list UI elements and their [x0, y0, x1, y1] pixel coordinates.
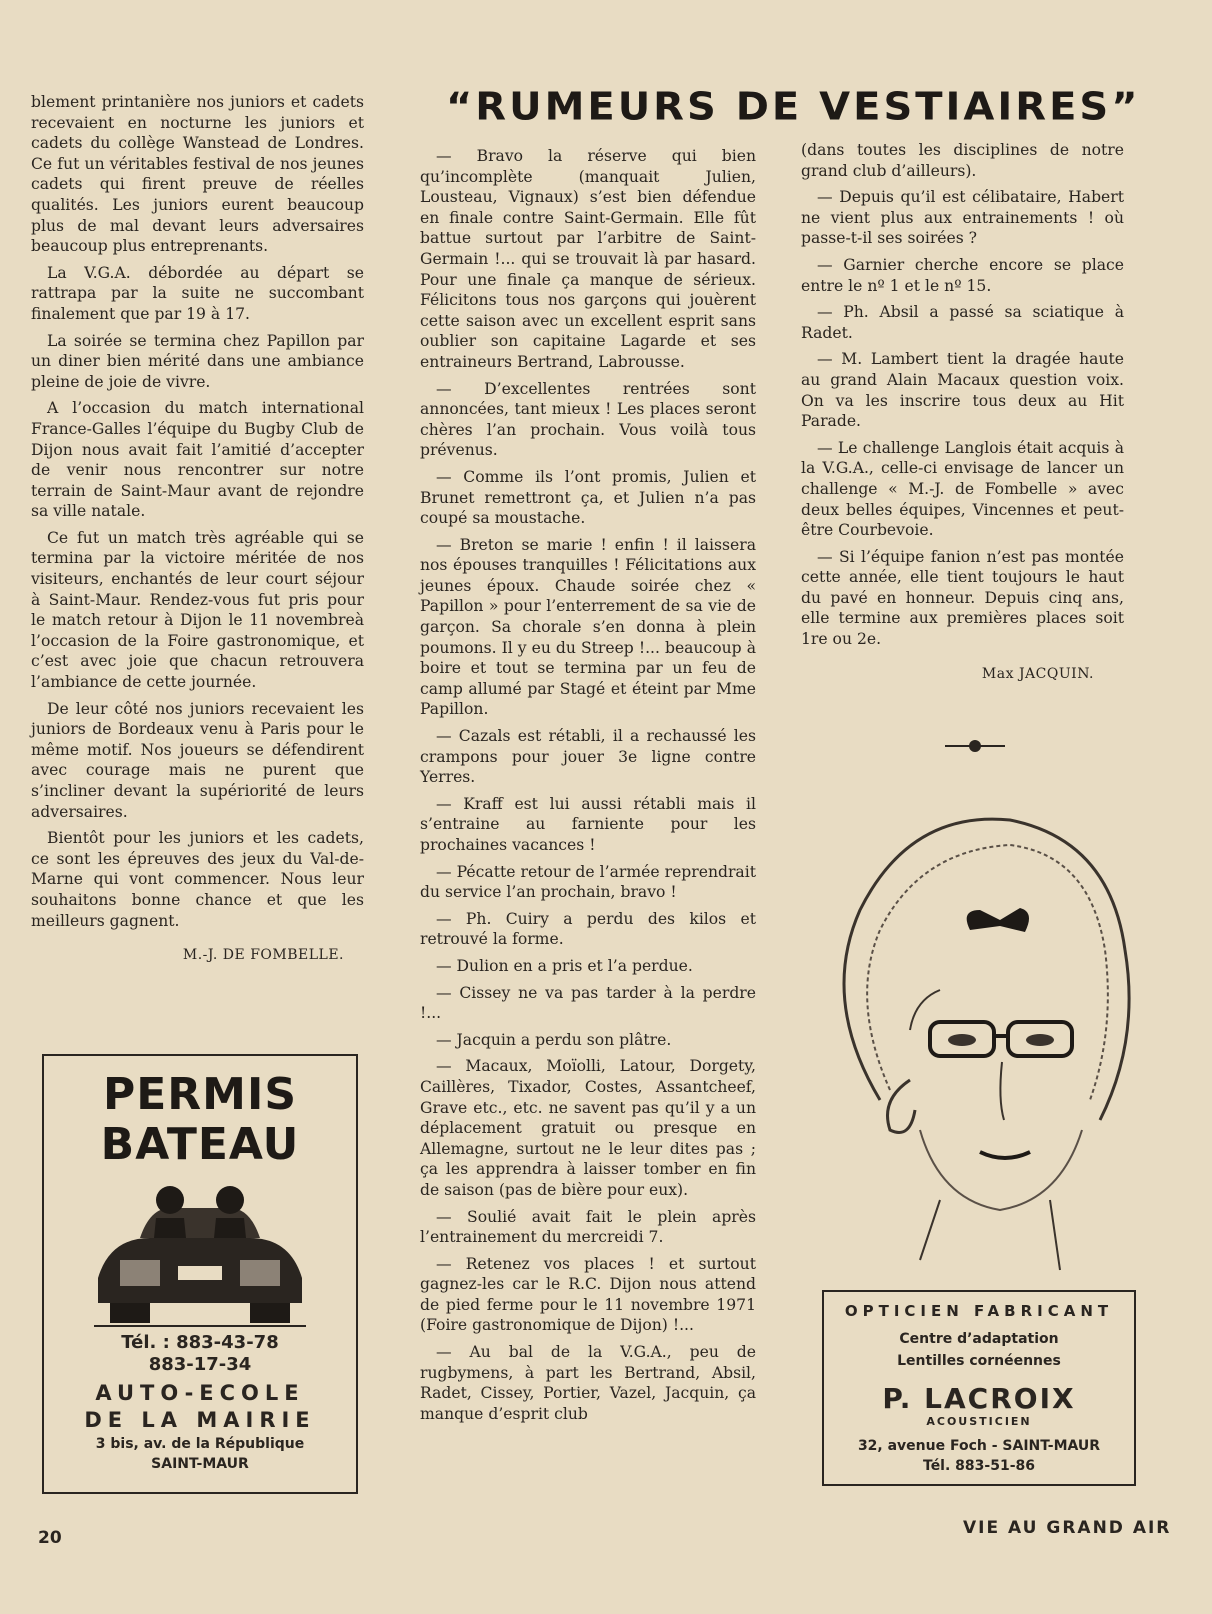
paragraph: La V.G.A. débordée au départ se rattrapa par la suite ne succombant finalement que par 19 à 17.: [31, 263, 364, 323]
paragraph: — Si l’équipe fanion n’est pas montée cette année, elle tient toujours le haut du pavé en honneur. Depuis cinq ans, elle termine aux premières places soit 1re ou 2e.: [801, 547, 1124, 649]
paragraph: — Le challenge Langlois était acquis à la V.G.A., celle-ci envisage de lancer un challenge « M.-J. de Fombelle » avec deux belles équipes, Vincennes et peut-être Courbevoie.: [801, 438, 1124, 540]
paragraph: — Kraff est lui aussi rétabli mais il s’entraine au farniente pour les prochaines vacances !: [420, 794, 756, 854]
paragraph: (dans toutes les disciplines de notre grand club d’ailleurs).: [801, 141, 1124, 180]
paragraph: La soirée se termina chez Papillon par un diner bien mérité dans une ambiance pleine de joie de vivre.: [31, 331, 364, 391]
ad2-title: OPTICIEN FABRICANT: [844, 1302, 1114, 1320]
paragraph: — Bravo la réserve qui bien qu’incomplète (manquait Julien, Lousteau, Vignaux) s’est bien défendue en finale contre Saint-Germain. Elle fût battue surtout par l’arbitre de Saint-Germain !... qui se trouvait là par hasard. Pour une finale ça manque de sérieux. Félicitons tous nos garçons qui jouèrent cette saison avec un excellent esprit sans oublier son capitaine Lagarde et ses entraineurs Bertrand, Labrousse.: [420, 147, 756, 371]
ad1-city: SAINT-MAUR: [151, 1456, 249, 1472]
ad2-business-name: P. LACROIX: [882, 1382, 1076, 1415]
magazine-footer-title: VIE AU GRAND AIR: [963, 1518, 1172, 1538]
section-divider: [945, 738, 1005, 754]
paragraph: — M. Lambert tient la dragée haute au grand Alain Macaux question voix. On va les inscrire tous deux au Hit Parade.: [801, 350, 1124, 431]
author-signature-1: M.-J. DE FOMBELLE.: [182, 947, 344, 964]
paragraph: — Ph. Absil a passé sa sciatique à Radet.: [801, 303, 1124, 342]
ad1-title-line2: BATEAU: [100, 1119, 300, 1170]
paragraph: — Retenez vos places ! et surtout gagnez-les car le R.C. Dijon nous attend de pied ferme pour le 11 novembre 1971 (Foire gastronomique de Dijon) !...: [420, 1254, 756, 1335]
paragraph: — Cissey ne va pas tarder à la perdre !...: [420, 983, 756, 1023]
paragraph: Ce fut un match très agréable qui se termina par la victoire méritée de nos visiteurs, enchantés de leur court séjour à Saint-Maur. Rendez-vous fut pris pour le match retour à Dijon le 11 novembreà l’occasion de la Foire gastronomique, et c’est avec joie que chacun retrouvera l’ambiance de cette journée.: [31, 528, 364, 692]
author-signature-2: Max JACQUIN.: [981, 665, 1094, 682]
paragraph: blement printanière nos juniors et cadets recevaient en nocturne les juniors et cadets du collège Wanstead de Londres. Ce fut un véritables festival de nos jeunes cadets qui firent preuve de réelles qualités. Les juniors eurent beaucoup plus de mal devant leurs adversaires beaucoup plus entreprenants.: [31, 93, 364, 256]
car-illustration-icon: [90, 1178, 310, 1328]
ad1-phone-2: 883-17-34: [148, 1354, 252, 1375]
paragraph: — Breton se marie ! enfin ! il laissera nos épouses tranquilles ! Félicitations aux jeunes époux. Chaude soirée chez « Papillon » pour l’enterrement de sa vie de garçon. Sa chorale s’en donna à plein poumons. Il y eu du Streep !... beaucoup à boire et tout se termina par un feu de camp allumé par Stagé et éteint par Mme Papillon.: [420, 535, 756, 719]
page-headline: “RUMEURS DE VESTIAIRES”: [446, 85, 1141, 129]
paragraph: — Cazals est rétabli, il a rechaussé les crampons pour jouer 3e ligne contre Yerres.: [420, 727, 756, 787]
paragraph: — Au bal de la V.G.A., peu de rugbymens, à part les Bertrand, Absil, Radet, Cissey, Portier, Vazel, Jacquin, ça manque d’esprit club: [420, 1343, 756, 1423]
article-column-1: [31, 92, 364, 966]
article-column-3: [801, 140, 1124, 684]
ad2-subtitle: ACOUSTICIEN: [926, 1415, 1032, 1428]
ad1-title-line1: PERMIS: [102, 1069, 298, 1120]
paragraph: — Jacquin a perdu son plâtre.: [436, 1030, 672, 1049]
ad1-phone-1: Tél. : 883-43-78: [121, 1332, 279, 1353]
paragraph: — Dulion en a pris et l’a perdue.: [436, 956, 693, 975]
ad-permis-bateau: [42, 1054, 358, 1494]
ad-opticien: [822, 1290, 1136, 1486]
paragraph: — D’excellentes rentrées sont annoncées, tant mieux ! Les places seront chères l’an prochain. Vous voilà tous prévenus.: [420, 379, 756, 460]
ad2-service-2: Lentilles cornéennes: [897, 1353, 1061, 1369]
ad1-school-name-1: AUTO-ECOLE: [95, 1381, 305, 1405]
paragraph: — Pécatte retour de l’armée reprendrait du service l’an prochain, bravo !: [420, 862, 756, 902]
ad1-school-name-2: DE LA MAIRIE: [84, 1408, 316, 1432]
ad2-service-1: Centre d’adaptation: [899, 1331, 1059, 1347]
paragraph: — Depuis qu’il est célibataire, Habert ne vient plus aux entrainements ! où passe-t-il ses soirées ?: [801, 188, 1124, 248]
ad1-address: 3 bis, av. de la République: [95, 1436, 305, 1452]
paragraph: — Garnier cherche encore se place entre le nº 1 et le nº 15.: [801, 255, 1124, 295]
article-column-2: [420, 146, 756, 1430]
paragraph: — Ph. Cuiry a perdu des kilos et retrouvé la forme.: [420, 909, 756, 949]
paragraph: Bientôt pour les juniors et les cadets, ce sont les épreuves des jeux du Val-de-Marne qui vont commencer. Nous leur souhaitons bonne chance et que les meilleurs gagnent.: [31, 829, 364, 930]
paragraph: — Soulié avait fait le plein après l’entrainement du mercreidi 7.: [420, 1207, 756, 1247]
paragraph: — Macaux, Moïolli, Latour, Dorgety, Caillères, Tixador, Costes, Assantcheef, Grave etc., etc. ne savent pas qu’il y a un déplacement gratuit ou presque en Allemagne, surtout ne le leur dites pas ; ça les apprendra à laisser tomber en fin de saison (pas de bière pour eux).: [420, 1057, 756, 1199]
paragraph: De leur côté nos juniors recevaient les juniors de Bordeaux venu à Paris pour le même motif. Nos joueurs se défendirent avec courage mais ne purent que s’incliner devant la supériorité de leurs adversaires.: [31, 699, 364, 821]
paragraph: — Comme ils l’ont promis, Julien et Brunet remettront ça, et Julien n’a pas coupé sa moustache.: [420, 467, 756, 528]
ad2-address: 32, avenue Foch - SAINT-MAUR: [857, 1438, 1101, 1454]
paragraph: A l’occasion du match international France-Galles l’équipe du Bugby Club de Dijon nous avait fait l’amitié d’accepter de venir nous rencontrer sur notre terrain de Saint-Maur avant de rejondre sa ville natale.: [31, 399, 364, 521]
page-number: 20: [38, 1528, 62, 1548]
ad2-phone: Tél. 883-51-86: [923, 1458, 1035, 1474]
woman-portrait-illustration-icon: [820, 800, 1140, 1280]
